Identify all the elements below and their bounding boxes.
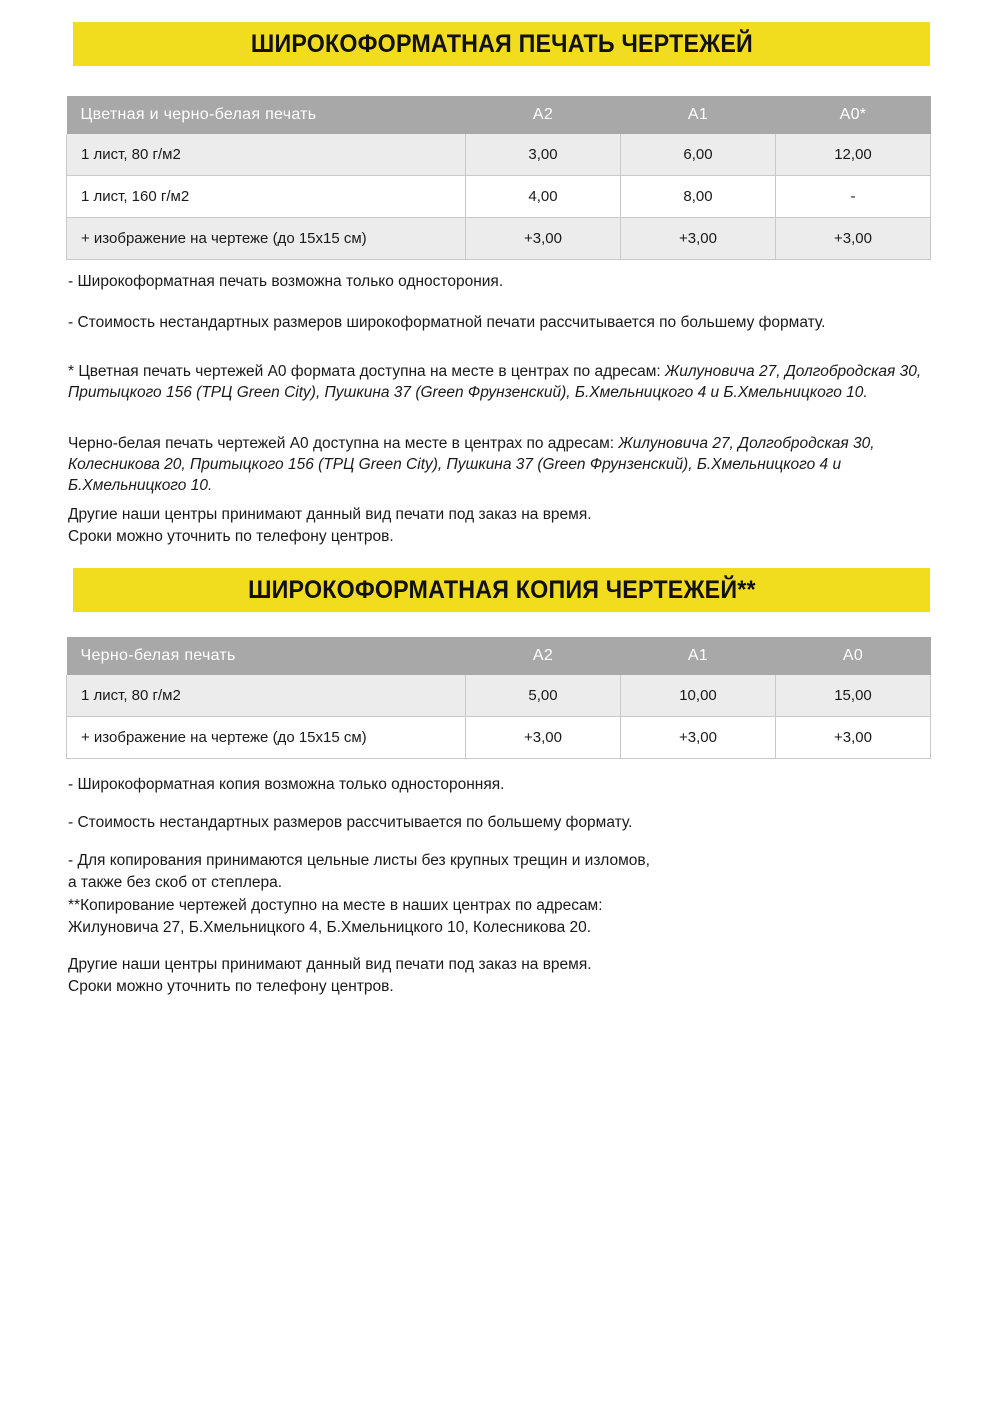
section2-note-4-addresses: Жилуновича 27, Б.Хмельницкого 4, Б.Хмельницкого 10, Колесникова 20.	[68, 919, 592, 936]
cell-a0: 15,00	[776, 675, 931, 717]
table-row	[67, 134, 931, 176]
section2-note-2: - Стоимость нестандартных размеров рассчитывается по большему формату.	[68, 814, 633, 831]
table-row	[67, 218, 931, 260]
column-header-a0: A0*	[776, 96, 931, 134]
section1-note-4	[68, 434, 930, 497]
section1-note-4-plain: Черно-белая печать чертежей A0 доступна на месте в центрах по адресам:	[68, 435, 619, 452]
column-header-a1: A1	[621, 637, 776, 675]
row-label: + изображение на чертеже (до 15х15 см)	[67, 218, 466, 260]
table-row	[67, 176, 931, 218]
row-label: 1 лист, 80 г/м2	[67, 675, 466, 717]
section1-price-table	[66, 96, 931, 260]
section1-note-3	[68, 362, 930, 404]
section2-banner	[73, 568, 930, 612]
table-header-row	[67, 637, 931, 675]
cell-a2: 3,00	[466, 134, 621, 176]
section1-note-3-plain: * Цветная печать чертежей A0 формата доступна на месте в центрах по адресам:	[68, 363, 665, 380]
cell-a1: 10,00	[621, 675, 776, 717]
section1-note-3-addresses: Жилуновича 27, Долгобродская 30, Притыцкого 156 (ТРЦ Green City), Пушкина 37 (Green Фрунзенский), Б.Хмельницкого 4 и Б.Хмельницкого 10.	[68, 363, 922, 401]
section2-note-1: - Широкоформатная копия возможна только односторонняя.	[68, 776, 505, 793]
cell-a1: +3,00	[621, 218, 776, 260]
section1-note-5-line1: Другие наши центры принимают данный вид печати под заказ на время.	[68, 506, 592, 523]
section2-price-table	[66, 637, 931, 759]
cell-a2: 5,00	[466, 675, 621, 717]
table-header-row	[67, 96, 931, 134]
section2-note-3-line2: а также без скоб от степлера.	[68, 874, 283, 891]
section1-banner-title: ШИРОКОФОРМАТНАЯ ПЕЧАТЬ ЧЕРТЕЖЕЙ	[250, 29, 753, 58]
section2-note-4-plain: **Копирование чертежей доступно на месте в наших центрах по адресам:	[68, 897, 603, 914]
cell-a0: 12,00	[776, 134, 931, 176]
section1-banner	[73, 22, 930, 66]
column-header-label: Черно-белая печать	[67, 637, 466, 675]
row-label: 1 лист, 80 г/м2	[67, 134, 466, 176]
table-row	[67, 717, 931, 759]
section2-note-3-line1: - Для копирования принимаются цельные листы без крупных трещин и изломов,	[68, 852, 650, 869]
cell-a0: -	[776, 176, 931, 218]
cell-a0: +3,00	[776, 717, 931, 759]
cell-a2: +3,00	[466, 218, 621, 260]
cell-a1: +3,00	[621, 717, 776, 759]
column-header-a0: A0	[776, 637, 931, 675]
row-label: + изображение на чертеже (до 15х15 см)	[67, 717, 466, 759]
row-label: 1 лист, 160 г/м2	[67, 176, 466, 218]
column-header-a1: A1	[621, 96, 776, 134]
cell-a2: +3,00	[466, 717, 621, 759]
section1-note-2: - Стоимость нестандартных размеров широкоформатной печати рассчитывается по большему формату.	[68, 314, 826, 331]
section2-banner-title: ШИРОКОФОРМАТНАЯ КОПИЯ ЧЕРТЕЖЕЙ**	[247, 575, 756, 604]
section1-note-1: - Широкоформатная печать возможна только односторония.	[68, 273, 504, 290]
cell-a1: 6,00	[621, 134, 776, 176]
cell-a2: 4,00	[466, 176, 621, 218]
column-header-label: Цветная и черно-белая печать	[67, 96, 466, 134]
section2-note-5-line2: Сроки можно уточнить по телефону центров.	[68, 978, 394, 995]
cell-a0: +3,00	[776, 218, 931, 260]
cell-a1: 8,00	[621, 176, 776, 218]
section1-note-5-line2: Сроки можно уточнить по телефону центров.	[68, 528, 394, 545]
table-row	[67, 675, 931, 717]
column-header-a2: A2	[466, 637, 621, 675]
column-header-a2: A2	[466, 96, 621, 134]
section2-note-5-line1: Другие наши центры принимают данный вид печати под заказ на время.	[68, 956, 592, 973]
section1-note-4-addresses: Жилуновича 27, Долгобродская 30, Колесникова 20, Притыцкого 156 (ТРЦ Green City), Пушкина 37 (Green Фрунзенский), Б.Хмельницкого 4 и Б.Хмельницкого 10.	[68, 435, 875, 494]
